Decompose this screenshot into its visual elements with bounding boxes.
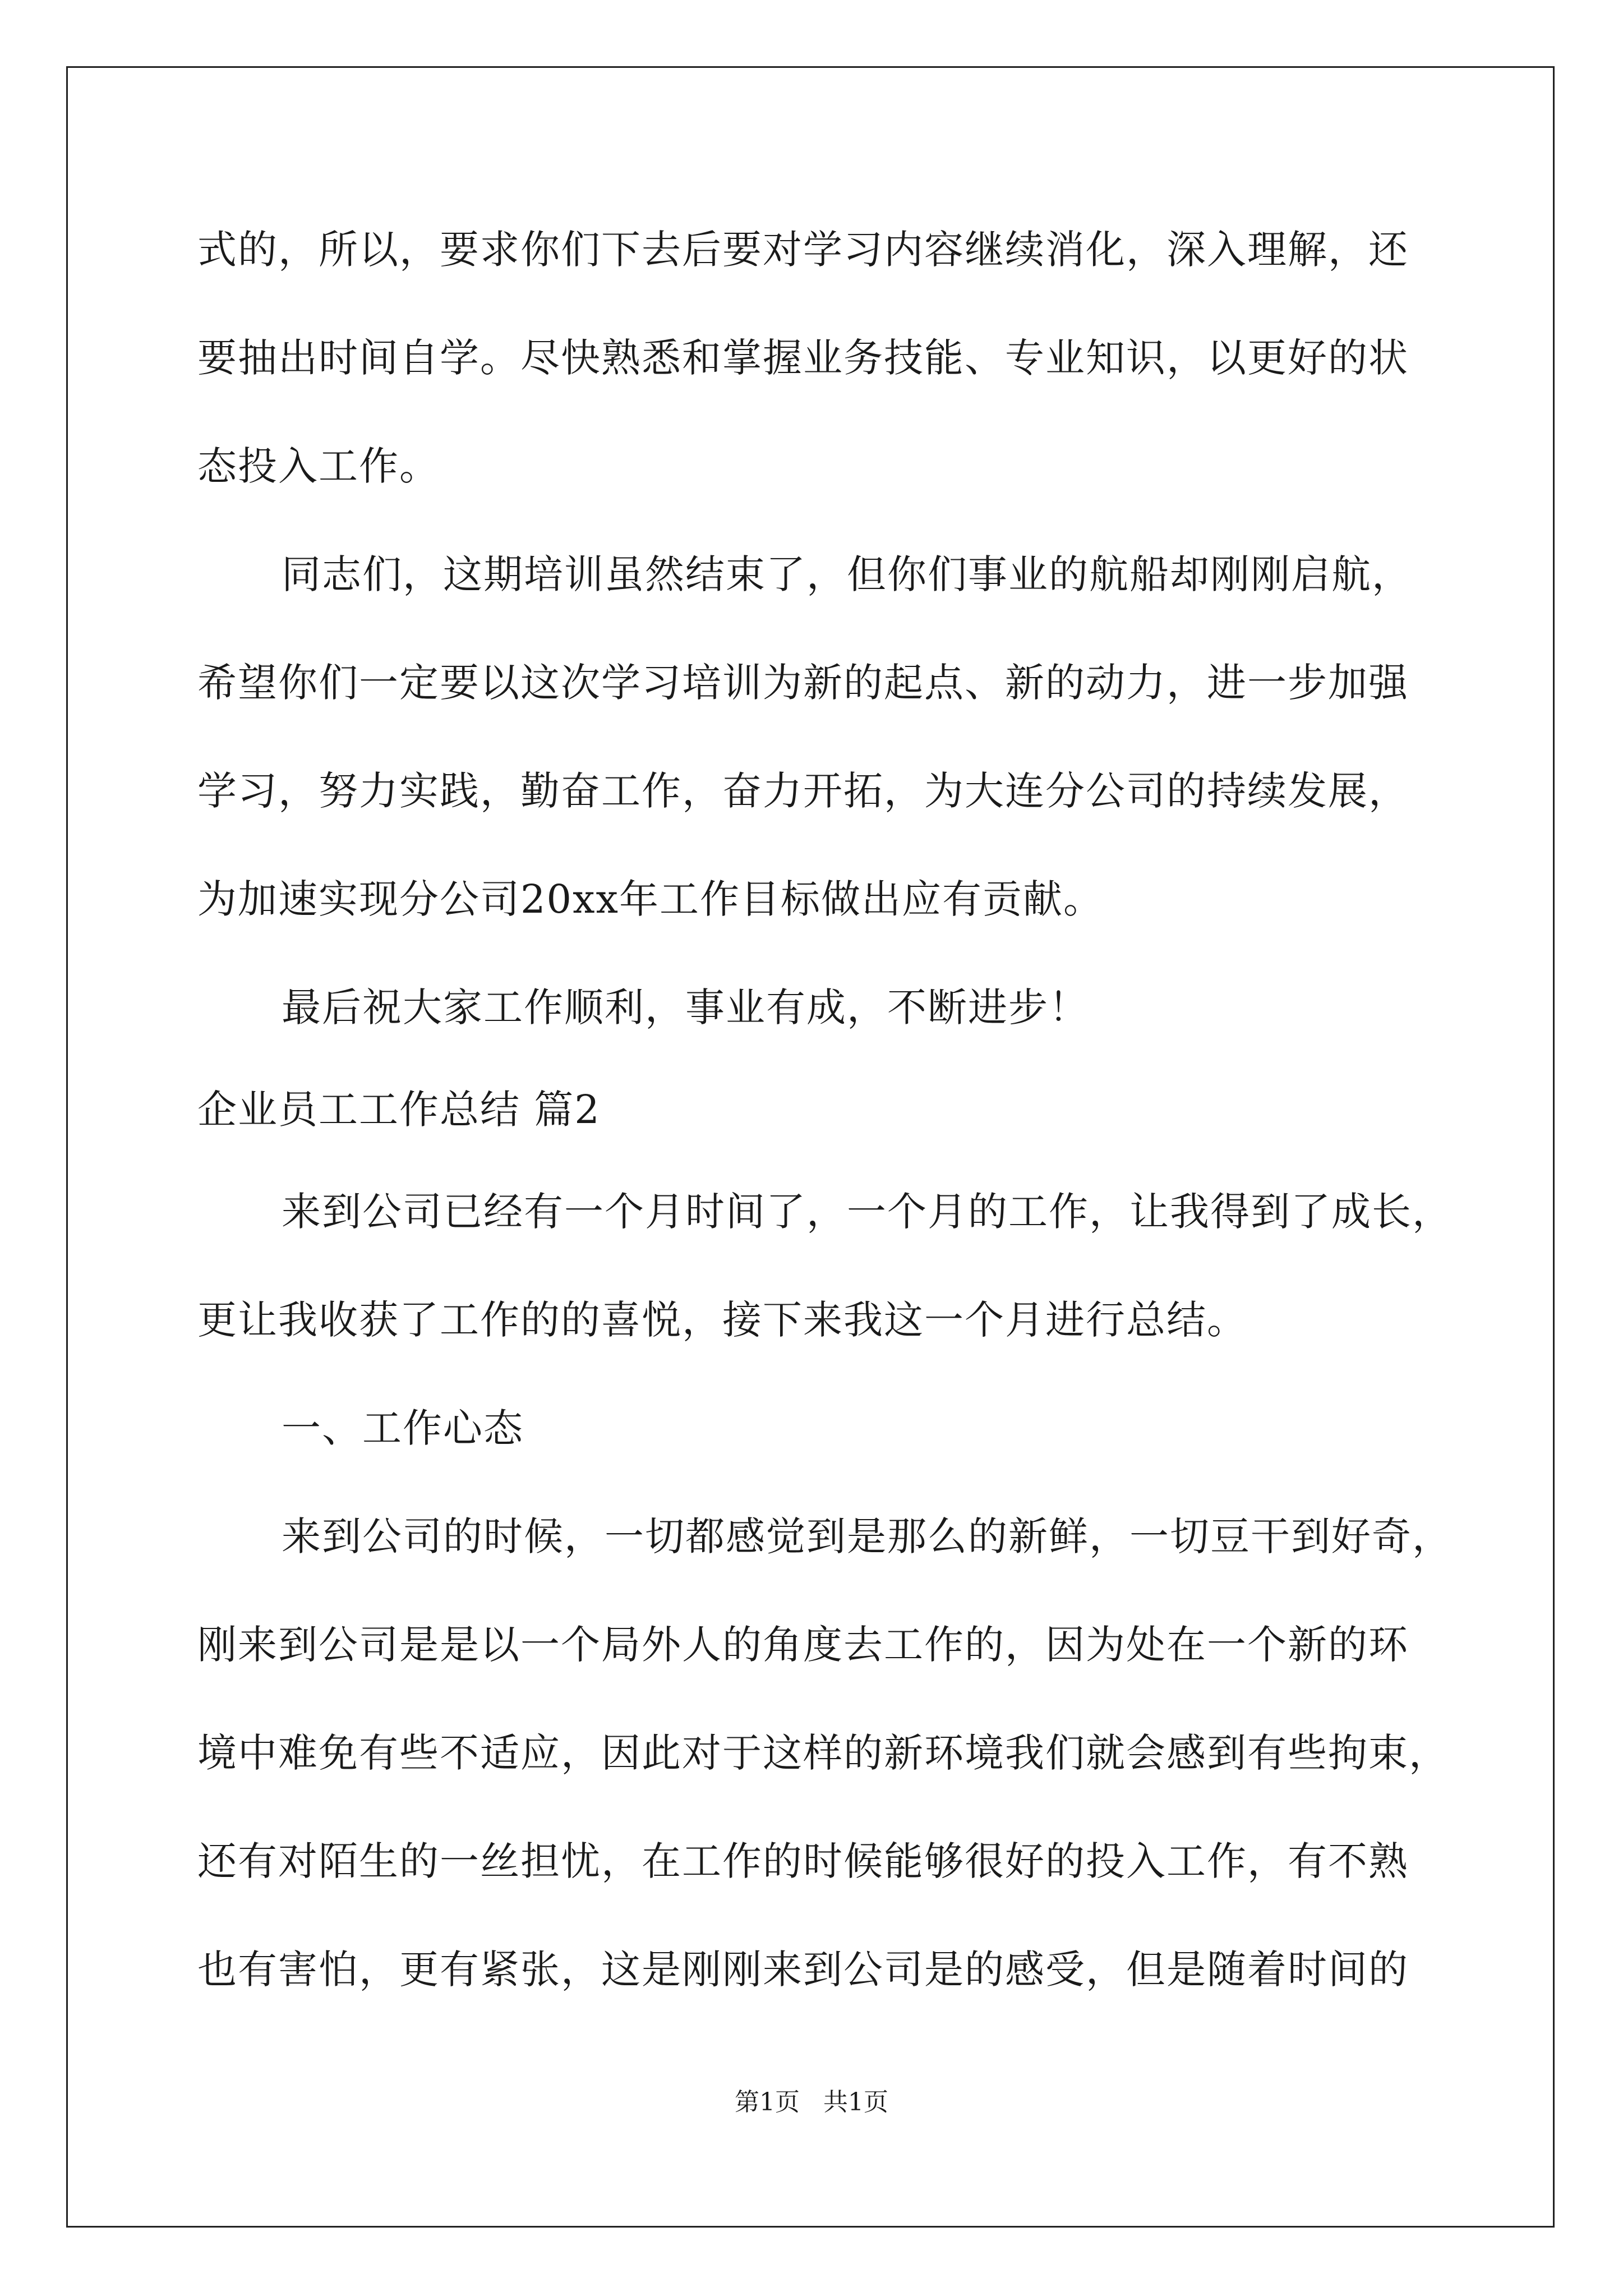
paragraph-line: 境中难免有些不适应，因此对于这样的新环境我们就会感到有些拘束， <box>197 1730 1449 1776</box>
paragraph-line: 式的，所以，要求你们下去后要对学习内容继续消化，深入理解，还 <box>197 227 1409 273</box>
paragraph-line: 希望你们一定要以这次学习培训为新的起点、新的动力，进一步加强 <box>197 660 1409 706</box>
page-number-footer: 第1页 共1页 <box>735 2088 888 2116</box>
page-border <box>66 66 1555 2228</box>
subsection-heading: 一、工作心态 <box>282 1405 524 1451</box>
paragraph-line: 来到公司已经有一个月时间了，一个月的工作，让我得到了成长， <box>282 1189 1453 1235</box>
paragraph-line: 要抽出时间自学。尽快熟悉和掌握业务技能、专业知识，以更好的状 <box>197 335 1409 381</box>
paragraph-line: 也有害怕，更有紧张，这是刚刚来到公司是的感受，但是随着时间的 <box>197 1947 1409 1993</box>
paragraph-line: 为加速实现分公司20xx年工作目标做出应有贡献。 <box>197 876 1104 922</box>
section-heading: 企业员工工作总结 篇2 <box>197 1087 601 1133</box>
paragraph-line: 最后祝大家工作顺利，事业有成，不断进步！ <box>282 984 1089 1030</box>
paragraph-line: 态投入工作。 <box>197 443 440 489</box>
paragraph-line: 同志们，这期培训虽然结束了，但你们事业的航船却刚刚启航， <box>282 551 1412 597</box>
paragraph-line: 刚来到公司是是以一个局外人的角度去工作的，因为处在一个新的环 <box>197 1622 1409 1668</box>
paragraph-line: 还有对陌生的一丝担忧，在工作的时候能够很好的投入工作，有不熟 <box>197 1838 1409 1884</box>
paragraph-line: 来到公司的时候，一切都感觉到是那么的新鲜，一切豆干到好奇， <box>282 1513 1453 1559</box>
paragraph-line: 更让我收获了工作的的喜悦，接下来我这一个月进行总结。 <box>197 1297 1247 1343</box>
paragraph-line: 学习，努力实践，勤奋工作，奋力开拓，为大连分公司的持续发展， <box>197 768 1409 814</box>
